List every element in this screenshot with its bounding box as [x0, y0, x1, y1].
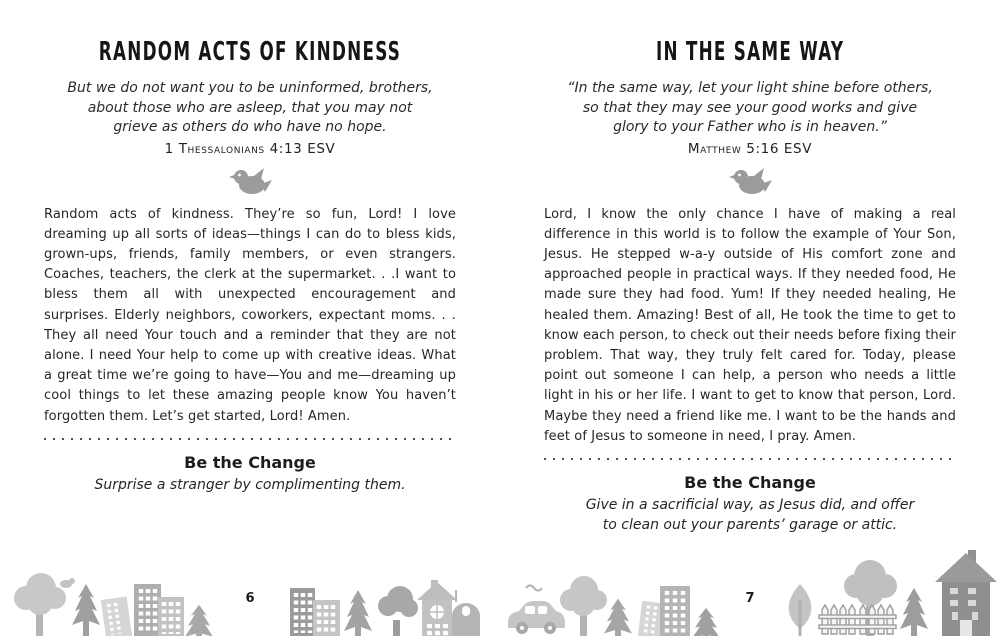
- action-line: Give in a sacrificial way, as Jesus did, and offer: [585, 497, 915, 514]
- teardrop-tree: [789, 584, 812, 636]
- be-the-change-heading: Be the Change: [184, 453, 316, 473]
- verse-line: grieve as others do who have no hope.: [113, 119, 387, 135]
- bird-icon: [727, 164, 773, 197]
- bird-icon: [227, 164, 273, 197]
- skyscraper: [313, 600, 340, 636]
- verse-line: about those who are asleep, that you may not: [87, 99, 413, 116]
- picket-fence: [819, 605, 896, 634]
- pine-tree: [185, 605, 213, 636]
- action-line: to clean out your parents’ garage or attic.: [602, 516, 898, 533]
- page-title: RANDOM ACTS OF KINDNESS: [98, 35, 402, 67]
- page-title-wrap: [44, 34, 456, 67]
- page-right-content: [500, 0, 1000, 535]
- skyscraper: [660, 586, 690, 636]
- page-number: 7: [745, 591, 755, 606]
- car: [508, 601, 565, 634]
- bottom-scene-right: [500, 540, 1000, 636]
- pine-tree: [604, 599, 632, 636]
- pine-tree: [692, 608, 720, 636]
- be-the-change-action: [44, 476, 456, 496]
- tall-house: [935, 550, 997, 636]
- bible-verse: [44, 79, 456, 138]
- round-tree: [560, 576, 607, 636]
- flying-bird: [526, 586, 542, 591]
- skyscraper: [158, 597, 184, 636]
- action-line: Surprise a stranger by complimenting them.: [94, 477, 406, 494]
- verse-line: glory to your Father who is in heaven.”: [613, 119, 887, 135]
- verse-line: But we do not want you to be uninformed, brothers,: [67, 80, 433, 96]
- bottom-scene-left: [0, 540, 500, 636]
- verse-reference: Matthew 5:16 ESV: [687, 140, 813, 157]
- page-number: 6: [245, 591, 255, 606]
- pine-tree: [72, 584, 100, 636]
- pine-tree: [900, 588, 928, 636]
- verse-reference: 1 Thessalonians 4:13 ESV: [164, 140, 336, 157]
- prayer-text: Lord, I know the only chance I have of making a real difference in this world is to follow the example of Your Son, Jesus. He stepped w-a-y outside of His comfort zone and approached people in practical ways. If they needed food, He made sure they had food. Yum! If they needed healing, He healed them. Amazing! Best of all, He took the time to get to know each person, to check out their needs before fixing their problem. That way, they truly felt cared for. Today, please point out someone I can help, a person who needs a little light in his or her life. I want to get to know that person, Lord. Maybe they need a friend like me. I want to be the hands and feet of Jesus to someone in need, I pray. Amen.: [544, 206, 956, 444]
- round-tree: [14, 573, 66, 636]
- page-right: [500, 0, 1000, 636]
- dotted-divider: [44, 438, 456, 441]
- dotted-divider: [544, 458, 956, 461]
- prayer-text: Random acts of kindness. They’re so fun, Lord! I love dreaming up all sorts of ideas—things I can do to bless kids, grown-ups, friends, family members, or even strangers. Coaches, teachers, the clerk at the supermarket. . .I want to bless them all with unexpected encouragement and surprises. Elderly neighbors, coworkers, expectant moms. . . They all need Your touch and a reminder that they are not alone. I need Your help to come up with creative ideas. What a great time we’re going to have—You and me—dreaming up cool things to let these amazing people know You haven’t forgotten them. Let’s get started, Lord! Amen.: [44, 206, 456, 424]
- page-left-content: [0, 0, 500, 496]
- skyscraper: [290, 588, 315, 636]
- skyscraper: [134, 584, 161, 636]
- bible-verse: [544, 79, 956, 138]
- bush-tree: [378, 586, 418, 636]
- be-the-change-heading: Be the Change: [684, 473, 816, 493]
- verse-line: so that they may see your good works and give: [582, 99, 918, 116]
- pine-tree: [344, 590, 372, 636]
- be-the-change-action: [544, 496, 956, 535]
- page-title: IN THE SAME WAY: [655, 35, 845, 67]
- verse-line: “In the same way, let your light shine before others,: [567, 80, 933, 96]
- tilted-building: [101, 596, 132, 636]
- small-bird: [60, 578, 75, 588]
- page-title-wrap: [544, 34, 956, 67]
- dome-house: [417, 580, 480, 636]
